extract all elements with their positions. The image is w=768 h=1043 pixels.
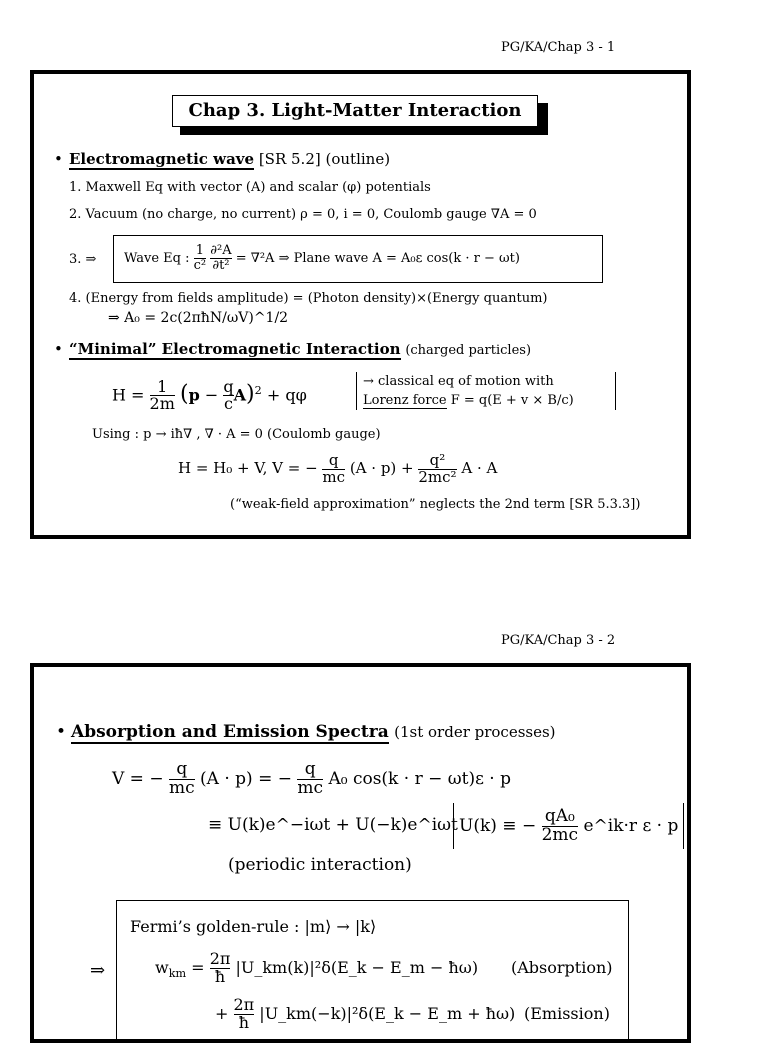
absorption-rate: $w_{km}$ = $\frac{2\pi}{ħ}$ |U_km(k)|²δ(E_k − E_m − ħω) xyxy=(155,949,479,986)
classical-motion-note: → classical eq of motion with Lorenz force F = q(E + v × B/c) xyxy=(356,372,616,410)
emission-label: (Emission) xyxy=(524,1004,610,1023)
list-item-2: 2. Vacuum (no charge, no current) ρ = 0, i = 0, Coulomb gauge ∇A = 0 xyxy=(69,207,537,222)
emission-rate: + $\frac{2\pi}{ħ}$ |U_km(−k)|²δ(E_k − E_m + ħω) xyxy=(215,995,516,1032)
perturbation-equation: H = H₀ + V, V = − $\frac{q}{mc}$ (A · p) + $\frac{\text{q²}}{\text{2mc²}}$ A · A xyxy=(178,450,498,486)
page-header-1: PG/KA/Chap 3 - 1 xyxy=(501,40,616,55)
absorption-label: (Absorption) xyxy=(511,958,613,977)
list-item-1: 1. Maxwell Eq with vector (A) and scalar (φ) potentials xyxy=(69,180,431,195)
fermi-golden-rule-box xyxy=(116,900,629,1040)
section-minimal-interaction: • “Minimal” Electromagnetic Interaction (charged particles) xyxy=(69,340,531,358)
fraction-d2A-dt2: $\frac{\text{∂²A}}{\text{∂t²}}$ xyxy=(210,243,232,273)
fraction-1-over-c2: $\frac{1}{\text{c²}}$ xyxy=(193,243,207,273)
hamiltonian-equation: H = $\frac{1}{2m}$ (p − $\frac{q}{c}$ A)$^2$ + qφ xyxy=(112,376,307,414)
fermi-title: Fermi’s golden-rule : |m⟩ → |k⟩ xyxy=(130,917,377,936)
u-definition: U(k) ≡ − $\frac{\text{qA₀}}{2mc}$ e^ik·r ε · p xyxy=(453,803,684,849)
weak-field-note: (“weak-field approximation” neglects the 2nd term [SR 5.3.3]) xyxy=(230,497,641,512)
implies-arrow: ⇒ xyxy=(90,960,106,981)
section-absorption-emission: • Absorption and Emission Spectra (1st order processes) xyxy=(71,722,556,742)
slide-title: Chap 3. Light-Matter Interaction xyxy=(172,95,538,127)
page-header-2: PG/KA/Chap 3 - 2 xyxy=(501,633,616,648)
list-item-3-number: 3. ⇒ xyxy=(69,252,97,267)
wave-equation-box: Wave Eq : $\frac{1}{\text{c²}}$ $\frac{\text{∂²A}}{\text{∂t²}}$ = ∇²A ⇒ Plane wave A = A₀ε cos(k · r − ωt) xyxy=(113,235,603,283)
section-electromagnetic-wave: • Electromagnetic wave [SR 5.2] (outline) xyxy=(69,150,390,168)
coulomb-gauge-note: Using : p → iħ∇ , ∇ · A = 0 (Coulomb gauge) xyxy=(92,427,381,442)
periodic-interaction-note: (periodic interaction) xyxy=(228,855,412,875)
periodic-decomposition: ≡ U(k)e^−iωt + U(−k)e^iωt xyxy=(208,815,458,835)
list-item-4-result: ⇒ A₀ = 2c(2πħN/ωV)^1/2 xyxy=(108,310,289,326)
interaction-potential-equation: V = − $\frac{q}{mc}$ (A · p) = − $\frac{q}{mc}$ A₀ cos(k · r − ωt)ε · p xyxy=(112,759,511,798)
list-item-4: 4. (Energy from fields amplitude) = (Photon density)×(Energy quantum) xyxy=(69,291,548,306)
